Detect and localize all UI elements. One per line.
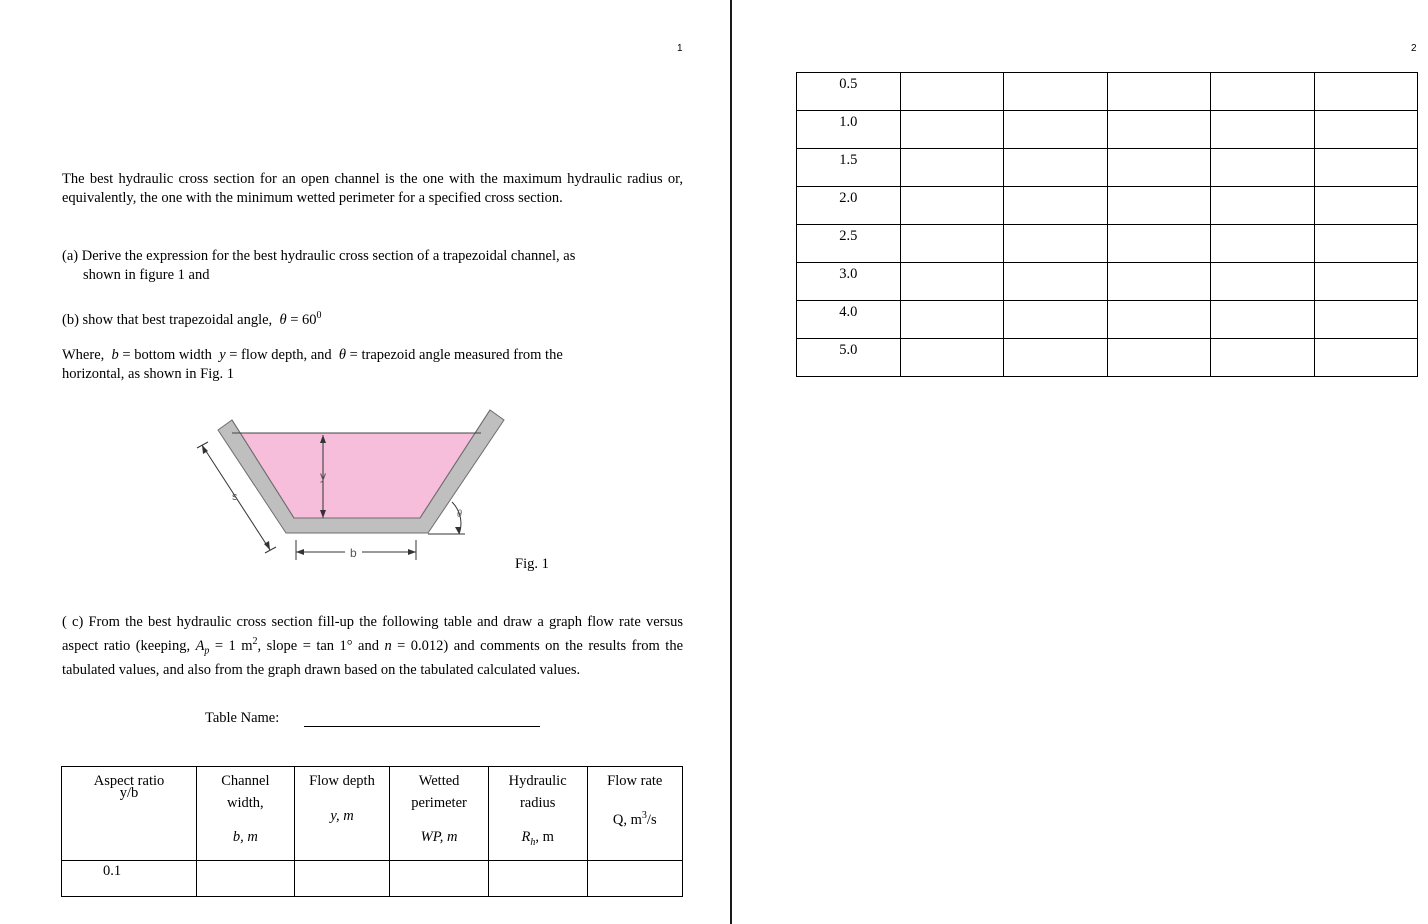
empty-cell[interactable]	[900, 339, 1003, 377]
empty-cell[interactable]	[1004, 149, 1107, 187]
header-flow-rate: Flow rate Q, $m^3/s$	[587, 767, 682, 861]
empty-cell[interactable]	[390, 861, 488, 897]
table-row	[797, 301, 1418, 339]
theta-definition: = trapezoid angle measured from the	[346, 347, 563, 363]
empty-cell[interactable]	[1107, 301, 1210, 339]
empty-cell[interactable]	[1211, 301, 1314, 339]
where-line-2: horizontal, as shown in Fig. 1	[62, 366, 234, 382]
page-divider	[730, 0, 732, 924]
empty-cell[interactable]	[900, 111, 1003, 149]
header-aspect-ratio: Aspect ratio y/b	[62, 767, 197, 861]
y-definition: = flow depth, and	[225, 347, 332, 363]
n-symbol: n	[384, 637, 392, 654]
page-number: 1	[677, 43, 683, 54]
table-header-row	[62, 767, 683, 861]
area-symbol: A	[195, 637, 205, 654]
part-b-question	[62, 306, 683, 330]
empty-cell[interactable]	[1314, 187, 1418, 225]
empty-cell[interactable]	[900, 149, 1003, 187]
empty-cell[interactable]	[488, 861, 587, 897]
header-flow-depth: Flow depth y, m	[294, 767, 390, 861]
table-row	[797, 73, 1418, 111]
aspect-ratio-cell: 1.0	[797, 111, 901, 149]
table-name-label: Table Name:	[205, 710, 280, 726]
degree-symbol: 0	[316, 310, 322, 321]
empty-cell[interactable]	[1004, 339, 1107, 377]
empty-cell[interactable]	[1211, 225, 1314, 263]
where-definitions	[62, 346, 683, 384]
empty-cell[interactable]	[1107, 111, 1210, 149]
empty-cell[interactable]	[1004, 263, 1107, 301]
area-value: = 1 m	[209, 637, 253, 654]
aspect-ratio-cell: 0.5	[797, 73, 901, 111]
theta-symbol: θ	[338, 347, 347, 363]
table-row	[797, 263, 1418, 301]
part-a-line-2: shown in figure 1 and	[83, 267, 210, 283]
area-subscript: p	[204, 645, 210, 657]
aspect-ratio-cell: 0.1	[62, 861, 197, 897]
empty-cell[interactable]	[1004, 73, 1107, 111]
empty-cell[interactable]	[1314, 111, 1418, 149]
empty-cell[interactable]	[900, 263, 1003, 301]
empty-cell[interactable]	[1314, 263, 1418, 301]
empty-cell[interactable]	[1314, 149, 1418, 187]
aspect-ratio-cell: 5.0	[797, 339, 901, 377]
empty-cell[interactable]	[1314, 73, 1418, 111]
aspect-ratio-cell: 1.5	[797, 149, 901, 187]
empty-cell[interactable]	[1314, 225, 1418, 263]
where-prefix: Where,	[62, 347, 105, 363]
empty-cell[interactable]	[1314, 339, 1418, 377]
empty-cell[interactable]	[294, 861, 390, 897]
header-hydraulic-radius: Hydraulic radius $R_h$, m	[488, 767, 587, 861]
empty-cell[interactable]	[1314, 301, 1418, 339]
header-channel-width: Channel width, b, m	[197, 767, 295, 861]
empty-cell[interactable]	[1107, 225, 1210, 263]
empty-cell[interactable]	[900, 301, 1003, 339]
part-b-text: (b) show that best trapezoidal angle,	[62, 311, 273, 328]
part-c-text: ( c) From the best hydraulic cross section fill-up the following table and draw a graph flow rate versus aspect ratio (keeping,	[62, 614, 683, 654]
trapezoidal-channel-figure	[190, 400, 520, 570]
empty-cell[interactable]	[587, 861, 682, 897]
aspect-ratio-cell: 2.0	[797, 187, 901, 225]
results-table	[61, 766, 683, 897]
empty-cell[interactable]	[1004, 301, 1107, 339]
area-exponent: 2	[252, 636, 258, 647]
table-row	[797, 149, 1418, 187]
b-definition: = bottom width	[118, 347, 212, 363]
empty-cell[interactable]	[900, 187, 1003, 225]
aspect-ratio-cell: 4.0	[797, 301, 901, 339]
header-wetted-perimeter: Wetted perimeter WP, m	[390, 767, 488, 861]
n-value-text: = 0.012) and comments on the results from the tabulated values, and also from the graph drawn based on the tabulated calculated values.	[62, 637, 684, 678]
empty-cell[interactable]	[1107, 73, 1210, 111]
table-name-blank[interactable]	[304, 726, 540, 727]
intro-paragraph: The best hydraulic cross section for an open channel is the one with the maximum hydraulic radius or, equivalently, the one with the minimum wetted perimeter for a specified cross section.	[62, 171, 683, 206]
empty-cell[interactable]	[1004, 187, 1107, 225]
aspect-ratio-cell: 2.5	[797, 225, 901, 263]
empty-cell[interactable]	[1211, 111, 1314, 149]
table-row	[797, 111, 1418, 149]
table-row	[797, 339, 1418, 377]
figure-caption: Fig. 1	[515, 556, 549, 572]
y-label: y	[320, 469, 326, 483]
part-c-question	[62, 613, 683, 680]
theta-symbol: θ	[279, 311, 287, 328]
empty-cell[interactable]	[1107, 187, 1210, 225]
page-number: 2	[1411, 43, 1417, 54]
empty-cell[interactable]	[1211, 187, 1314, 225]
y-symbol: y	[219, 347, 226, 363]
document-page-2	[733, 0, 1428, 924]
empty-cell[interactable]	[900, 225, 1003, 263]
slope-text: , slope = tan 1° and	[257, 637, 385, 654]
results-table-continued	[796, 72, 1418, 377]
empty-cell[interactable]	[1107, 263, 1210, 301]
empty-cell[interactable]	[1211, 263, 1314, 301]
empty-cell[interactable]	[1107, 339, 1210, 377]
table-row	[797, 225, 1418, 263]
empty-cell[interactable]	[1211, 339, 1314, 377]
part-b-equals: = 60	[286, 311, 317, 328]
part-a-question	[62, 247, 683, 285]
empty-cell[interactable]	[1004, 111, 1107, 149]
empty-cell[interactable]	[197, 861, 295, 897]
aspect-ratio-cell: 3.0	[797, 263, 901, 301]
theta-label: θ	[457, 509, 462, 520]
part-a-line-1: (a) Derive the expression for the best hydraulic cross section of a trapezoidal channel, as	[62, 248, 576, 264]
empty-cell[interactable]	[900, 73, 1003, 111]
table-row	[797, 187, 1418, 225]
empty-cell[interactable]	[1211, 73, 1314, 111]
empty-cell[interactable]	[1107, 149, 1210, 187]
b-symbol: b	[111, 347, 119, 363]
empty-cell[interactable]	[1211, 149, 1314, 187]
b-label: b	[350, 546, 357, 560]
table-row	[62, 861, 683, 897]
empty-cell[interactable]	[1004, 225, 1107, 263]
s-label: s	[232, 491, 238, 503]
